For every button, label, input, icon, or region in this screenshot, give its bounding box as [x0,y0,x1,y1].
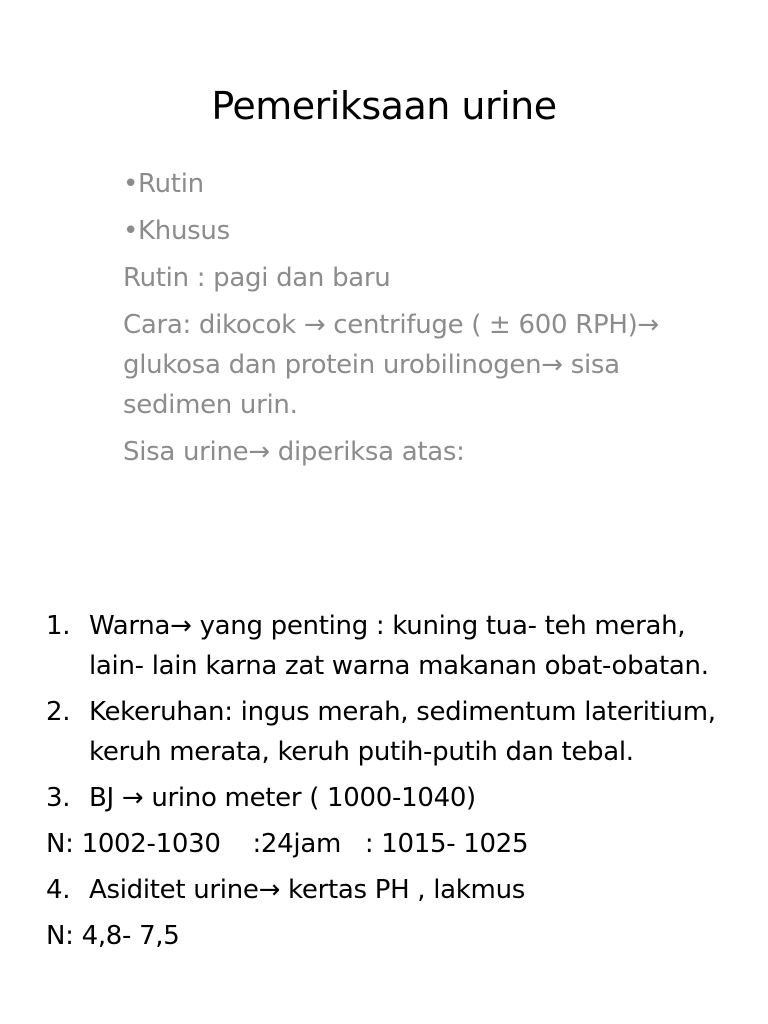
list-item-kekeruhan [46,692,736,772]
list-text: Asiditet urine→ kertas PH , lakmus [89,875,525,905]
list-number: 2. [46,697,71,727]
rutin-line: Rutin : pagi dan baru [123,263,391,293]
list-number: 3. [46,783,71,813]
slide-title: Pemeriksaan urine [211,84,557,128]
list-text: BJ → urino meter ( 1000-1040) [89,783,476,813]
list-item-bj [46,778,736,818]
gray-text-block [123,164,683,479]
cara-line: Cara: dikocok → centrifuge ( ± 600 RPH)→ glukosa dan protein urobilinogen→ sisa sedimen urin. [123,310,659,420]
sisa-urine-line: Sisa urine→ diperiksa atas: [123,437,465,467]
numbered-list [46,606,736,962]
normal-value-bj: N: 1002-1030 :24jam : 1015- 1025 [46,829,529,859]
bullet-rutin: •Rutin [123,169,204,199]
list-text: Warna→ yang penting : kuning tua- teh merah, lain- lain karna zat warna makanan obat-obatan. [89,611,709,681]
list-item-asiditet [46,870,736,910]
list-number: 1. [46,611,71,641]
list-number: 4. [46,875,71,905]
list-text: Kekeruhan: ingus merah, sedimentum lateritium, keruh merata, keruh putih-putih dan tebal. [89,697,716,767]
normal-value-ph: N: 4,8- 7,5 [46,921,180,951]
list-item-warna [46,606,736,686]
bullet-khusus: •Khusus [123,216,230,246]
